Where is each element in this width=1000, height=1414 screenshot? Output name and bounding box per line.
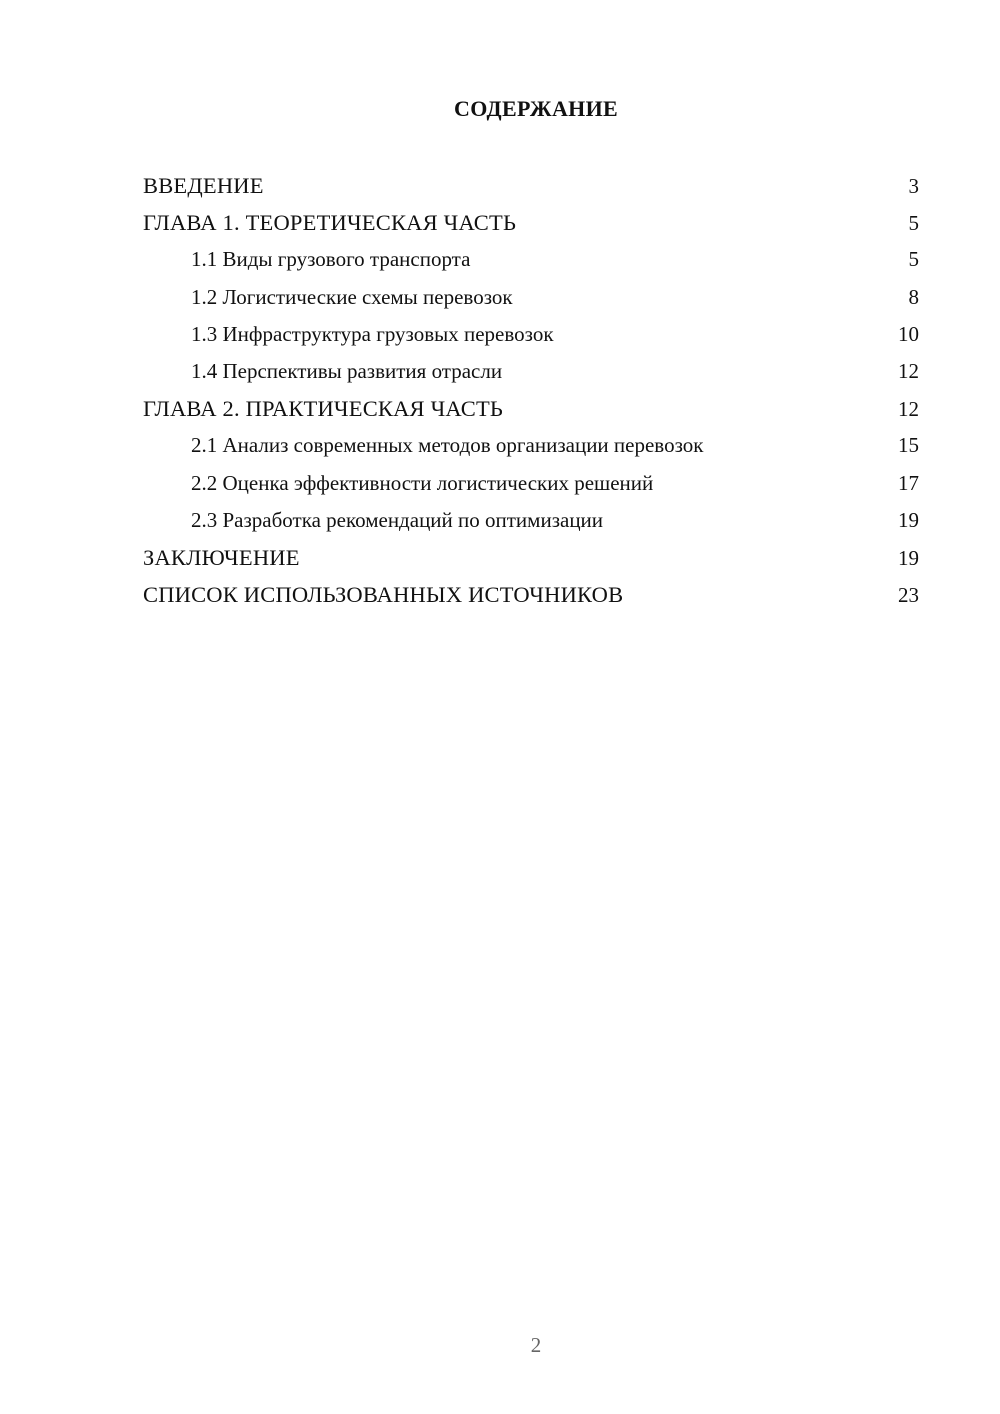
toc-entry-label: ГЛАВА 2. ПРАКТИЧЕСКАЯ ЧАСТЬ [143,396,504,422]
toc-entry-page: 12 [898,358,919,383]
toc-entry-page: 12 [898,397,919,422]
toc-entry[interactable] [143,167,919,204]
toc-title: СОДЕРЖАНИЕ [454,96,618,121]
toc-entry[interactable] [143,390,919,427]
toc-entry[interactable] [143,316,919,353]
toc-entry-label: 1.3 Инфраструктура грузовых перевозок [191,321,554,346]
toc-entry-label: 2.3 Разработка рекомендаций по оптимизации [191,507,604,532]
toc-entry[interactable] [143,465,919,502]
toc-entry-label: 1.2 Логистические схемы перевозок [191,284,513,309]
page-number: 2 [530,1333,542,1357]
toc-entry-page: 5 [908,211,919,236]
toc-entry-page: 8 [908,284,919,309]
toc-entry[interactable] [143,576,919,613]
toc-entry-label: 1.1 Виды грузового транспорта [191,247,471,272]
toc-entry-label: 1.4 Перспективы развития отрасли [191,358,503,383]
toc-entry-page: 10 [898,321,919,346]
toc-entry-page: 19 [898,545,919,570]
toc-entry[interactable] [143,279,919,316]
toc-entry[interactable] [143,427,919,464]
toc-entry-label: 2.1 Анализ современных методов организации перевозок [191,433,704,458]
toc-entry[interactable] [143,204,919,241]
toc-entry-page: 15 [898,433,919,458]
toc-entry-label: СПИСОК ИСПОЛЬЗОВАННЫХ ИСТОЧНИКОВ [143,582,624,608]
toc-entry-label: ЗАКЛЮЧЕНИЕ [143,544,300,570]
toc-entry-page: 17 [898,470,919,495]
table-of-contents [143,167,919,613]
toc-entry-page: 5 [908,247,919,272]
toc-entry-label: ВВЕДЕНИЕ [143,173,264,198]
toc-entry-page: 3 [908,174,919,198]
toc-entry-page: 19 [898,507,919,532]
toc-entry-page: 23 [898,583,919,608]
toc-entry-label: ГЛАВА 1. ТЕОРЕТИЧЕСКАЯ ЧАСТЬ [143,210,517,236]
toc-entry[interactable] [143,502,919,539]
toc-entry[interactable] [143,353,919,390]
toc-entry[interactable] [143,539,919,576]
toc-entry[interactable] [143,241,919,278]
toc-entry-label: 2.2 Оценка эффективности логистических решений [191,470,654,495]
